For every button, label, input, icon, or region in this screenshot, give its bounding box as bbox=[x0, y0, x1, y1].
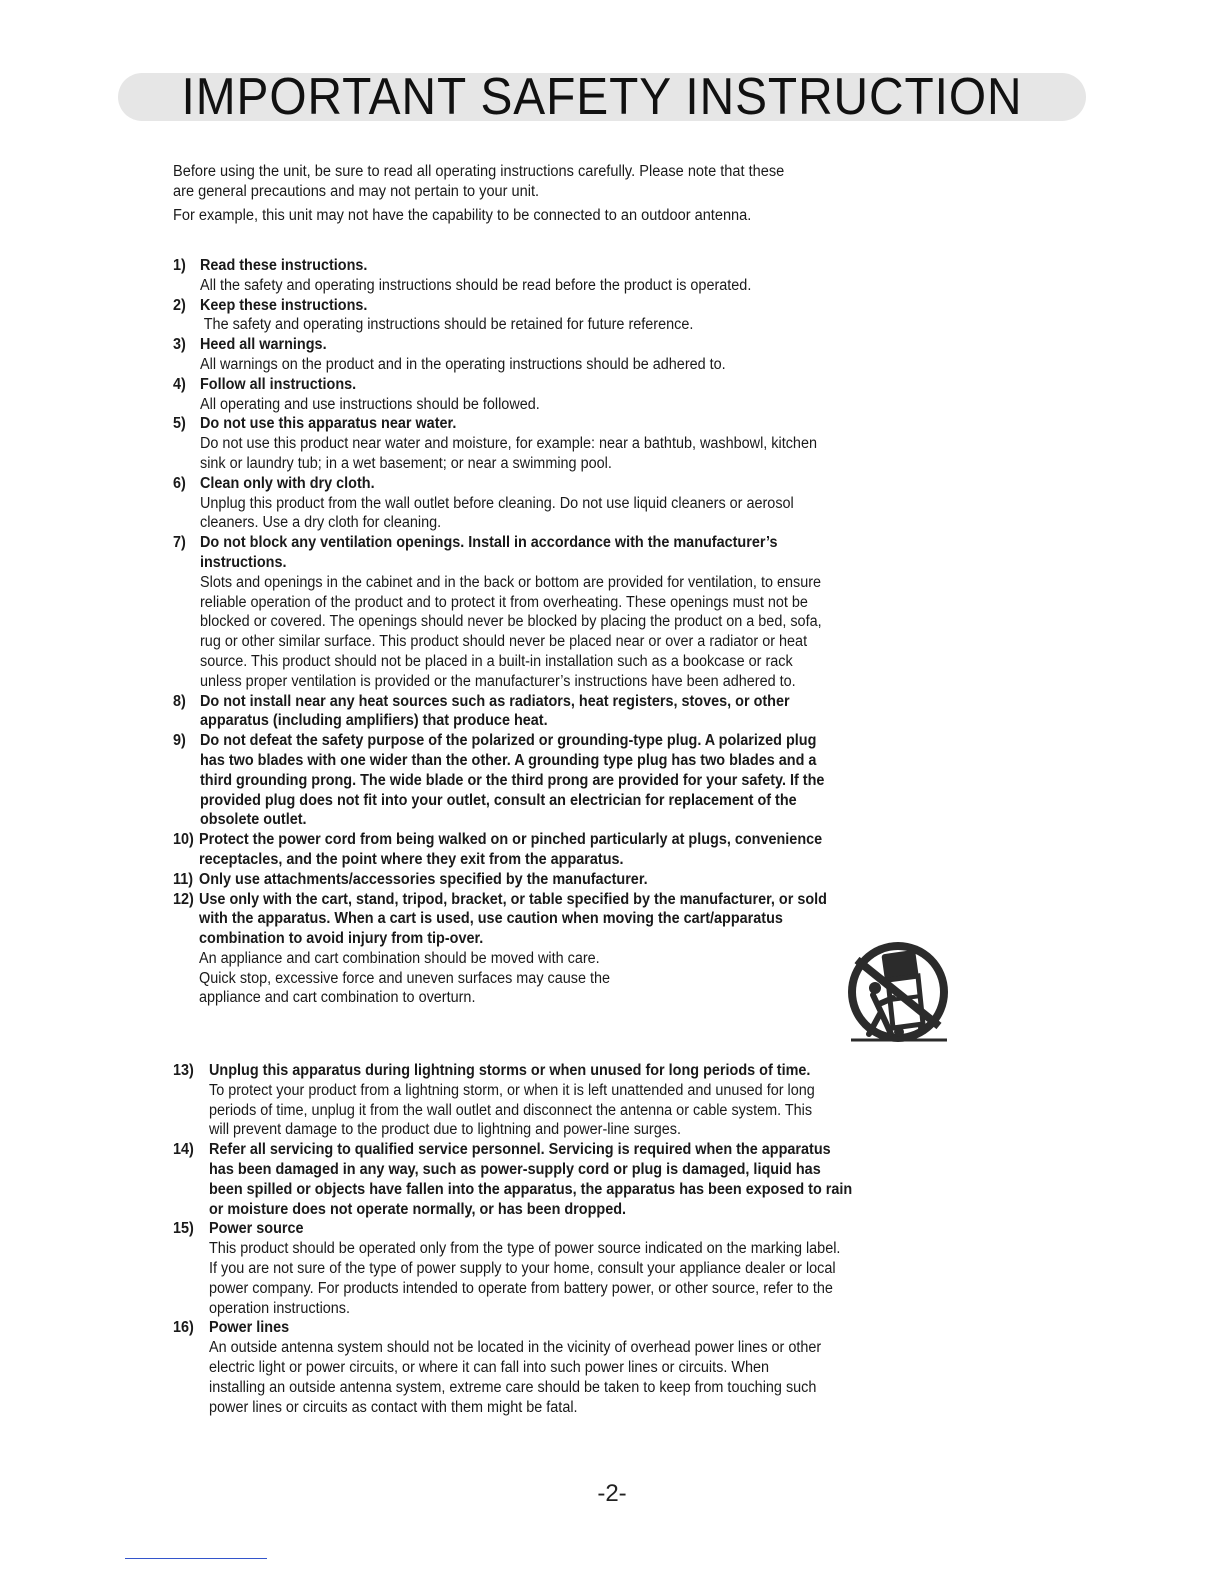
item-number: 8) bbox=[173, 692, 186, 710]
item-body: Slots and openings in the cabinet and in the back or bottom are provided for ventilation, to ensure bbox=[200, 573, 822, 591]
intro-line-1: Before using the unit, be sure to read all operating instructions carefully. Please note that these bbox=[173, 163, 785, 180]
cart-tip-over-warning-icon bbox=[843, 938, 953, 1046]
item-number: 15) bbox=[173, 1220, 194, 1238]
item-body: will prevent damage to the product due to lightning and power-line surges. bbox=[209, 1121, 681, 1139]
item-heading: Keep these instructions. bbox=[200, 296, 368, 314]
item-heading: Power lines bbox=[209, 1319, 290, 1337]
item-body: sink or laundry tub; in a wet basement; or near a swimming pool. bbox=[200, 454, 612, 472]
item-number: 10) bbox=[173, 831, 194, 849]
item-body: electric light or power circuits, or where it can fall into such power lines or circuits. When bbox=[209, 1358, 770, 1376]
list-item bbox=[173, 692, 963, 732]
item-body: If you are not sure of the type of power supply to your home, consult your appliance dealer or local bbox=[209, 1259, 836, 1277]
item-number: 6) bbox=[173, 474, 186, 492]
item-heading: or moisture does not operate normally, or has been dropped. bbox=[209, 1200, 627, 1218]
list-item bbox=[173, 335, 963, 375]
item-body: installing an outside antenna system, extreme care should be taken to keep from touching such bbox=[209, 1378, 817, 1396]
list-item bbox=[173, 1140, 963, 1219]
item-number: 16) bbox=[173, 1319, 194, 1337]
item-body: unless proper ventilation is provided or the manufacturer’s instructions have been adhered to. bbox=[200, 672, 796, 690]
item-heading: Do not defeat the safety purpose of the polarized or grounding-type plug. A polarized plug bbox=[200, 732, 817, 750]
item-number: 9) bbox=[173, 732, 186, 750]
item-heading: instructions. bbox=[200, 553, 287, 571]
intro-line-3: For example, this unit may not have the capability to be connected to an outdoor antenna. bbox=[173, 207, 752, 224]
item-heading: has two blades with one wider than the other. A grounding type plug has two blades and a bbox=[200, 751, 817, 769]
item-body: power lines or circuits as contact with them might be fatal. bbox=[209, 1398, 578, 1416]
list-item bbox=[173, 375, 963, 415]
item-heading: Do not block any ventilation openings. Install in accordance with the manufacturer’s bbox=[200, 534, 778, 552]
item-number: 14) bbox=[173, 1141, 194, 1159]
item-body: To protect your product from a lightning storm, or when it is left unattended and unused for long bbox=[209, 1081, 815, 1099]
item-heading: combination to avoid injury from tip-over. bbox=[199, 930, 484, 948]
item-heading: provided plug does not fit into your outlet, consult an electrician for replacement of the bbox=[200, 791, 797, 809]
item-body: The safety and operating instructions should be retained for future reference. bbox=[200, 316, 694, 334]
item-heading: Do not install near any heat sources such as radiators, heat registers, stoves, or other bbox=[200, 692, 790, 710]
item-heading: has been damaged in any way, such as power-supply cord or plug is damaged, liquid has bbox=[209, 1160, 821, 1178]
item-body: operation instructions. bbox=[209, 1299, 351, 1317]
item-number: 2) bbox=[173, 296, 186, 314]
list-item bbox=[173, 1061, 963, 1140]
item-number: 12) bbox=[173, 890, 194, 908]
list-item bbox=[173, 830, 963, 870]
list-item bbox=[173, 474, 963, 533]
item-number: 5) bbox=[173, 415, 186, 433]
item-body: An appliance and cart combination should be moved with care. bbox=[199, 949, 600, 967]
item-body: All the safety and operating instructions should be read before the product is operated. bbox=[200, 276, 752, 294]
item-heading: Clean only with dry cloth. bbox=[200, 474, 375, 492]
item-heading: receptacles, and the point where they exit from the apparatus. bbox=[199, 850, 624, 868]
item-number: 7) bbox=[173, 534, 186, 552]
page-title: IMPORTANT SAFETY INSTRUCTION bbox=[181, 68, 1023, 126]
list-item bbox=[173, 533, 963, 691]
item-heading: third grounding prong. The wide blade or the third prong are provided for your safety. If the bbox=[200, 771, 825, 789]
footer-rule bbox=[125, 1558, 267, 1559]
item-heading: Protect the power cord from being walked on or pinched particularly at plugs, convenience bbox=[199, 831, 823, 849]
item-body: rug or other similar surface. This product should never be placed near or over a radiator or heat bbox=[200, 633, 808, 651]
item-body: Unplug this product from the wall outlet before cleaning. Do not use liquid cleaners or aerosol bbox=[200, 494, 794, 512]
item-body: Do not use this product near water and moisture, for example: near a bathtub, washbowl, kitchen bbox=[200, 435, 817, 453]
item-heading: Refer all servicing to qualified service personnel. Servicing is required when the apparatus bbox=[209, 1141, 831, 1159]
item-number: 3) bbox=[173, 336, 186, 354]
item-body: Quick stop, excessive force and uneven surfaces may cause the bbox=[199, 969, 611, 987]
item-body: blocked or covered. The openings should never be blocked by placing the product on a bed, sofa, bbox=[200, 613, 822, 631]
item-body: source. This product should not be placed in a built-in installation such as a bookcase or rack bbox=[200, 652, 793, 670]
item-body: appliance and cart combination to overturn. bbox=[199, 989, 476, 1007]
item-body: cleaners. Use a dry cloth for cleaning. bbox=[200, 514, 442, 532]
item-number: 11) bbox=[173, 870, 194, 888]
item-body: periods of time, unplug it from the wall outlet and disconnect the antenna or cable system. This bbox=[209, 1101, 813, 1119]
page-number: -2- bbox=[597, 1480, 627, 1507]
item-heading: Read these instructions. bbox=[200, 257, 368, 274]
list-item bbox=[173, 1219, 963, 1318]
list-item bbox=[173, 1318, 963, 1417]
item-heading: been spilled or objects have fallen into the apparatus, the apparatus has been exposed to rain bbox=[209, 1180, 853, 1198]
item-number: 4) bbox=[173, 375, 186, 393]
item-heading: apparatus (including amplifiers) that produce heat. bbox=[200, 712, 548, 730]
item-heading: obsolete outlet. bbox=[200, 811, 307, 829]
item-heading: Do not use this apparatus near water. bbox=[200, 415, 457, 433]
item-number: 1) bbox=[173, 257, 186, 274]
item-body: reliable operation of the product and to protect it from overheating. These openings must not be bbox=[200, 593, 808, 611]
list-item bbox=[173, 256, 963, 296]
item-body: An outside antenna system should not be located in the vicinity of overhead power lines or other bbox=[209, 1339, 822, 1357]
item-body: power company. For products intended to operate from battery power, or other source, refer to the bbox=[209, 1279, 833, 1297]
item-heading: Use only with the cart, stand, tripod, bracket, or table specified by the manufacturer, or sold bbox=[199, 890, 827, 908]
list-item bbox=[173, 870, 963, 890]
item-number: 13) bbox=[173, 1062, 194, 1079]
item-body: This product should be operated only from the type of power source indicated on the marking label. bbox=[209, 1240, 841, 1258]
item-heading: Follow all instructions. bbox=[200, 375, 357, 393]
instruction-list-continued bbox=[173, 1061, 963, 1417]
item-heading: Unplug this apparatus during lightning storms or when unused for long periods of time. bbox=[209, 1062, 811, 1079]
instruction-list bbox=[173, 256, 963, 1008]
list-item bbox=[173, 731, 963, 830]
item-heading: Only use attachments/accessories specified by the manufacturer. bbox=[199, 870, 648, 888]
item-heading: Heed all warnings. bbox=[200, 336, 327, 354]
intro-line-2: are general precautions and may not pertain to your unit. bbox=[173, 183, 540, 200]
item-heading: Power source bbox=[209, 1220, 304, 1238]
item-heading: with the apparatus. When a cart is used, use caution when moving the cart/apparatus bbox=[199, 910, 783, 928]
item-body: All warnings on the product and in the operating instructions should be adhered to. bbox=[200, 355, 726, 373]
list-item bbox=[173, 296, 963, 336]
item-body: All operating and use instructions should be followed. bbox=[200, 395, 540, 413]
list-item bbox=[173, 414, 963, 473]
